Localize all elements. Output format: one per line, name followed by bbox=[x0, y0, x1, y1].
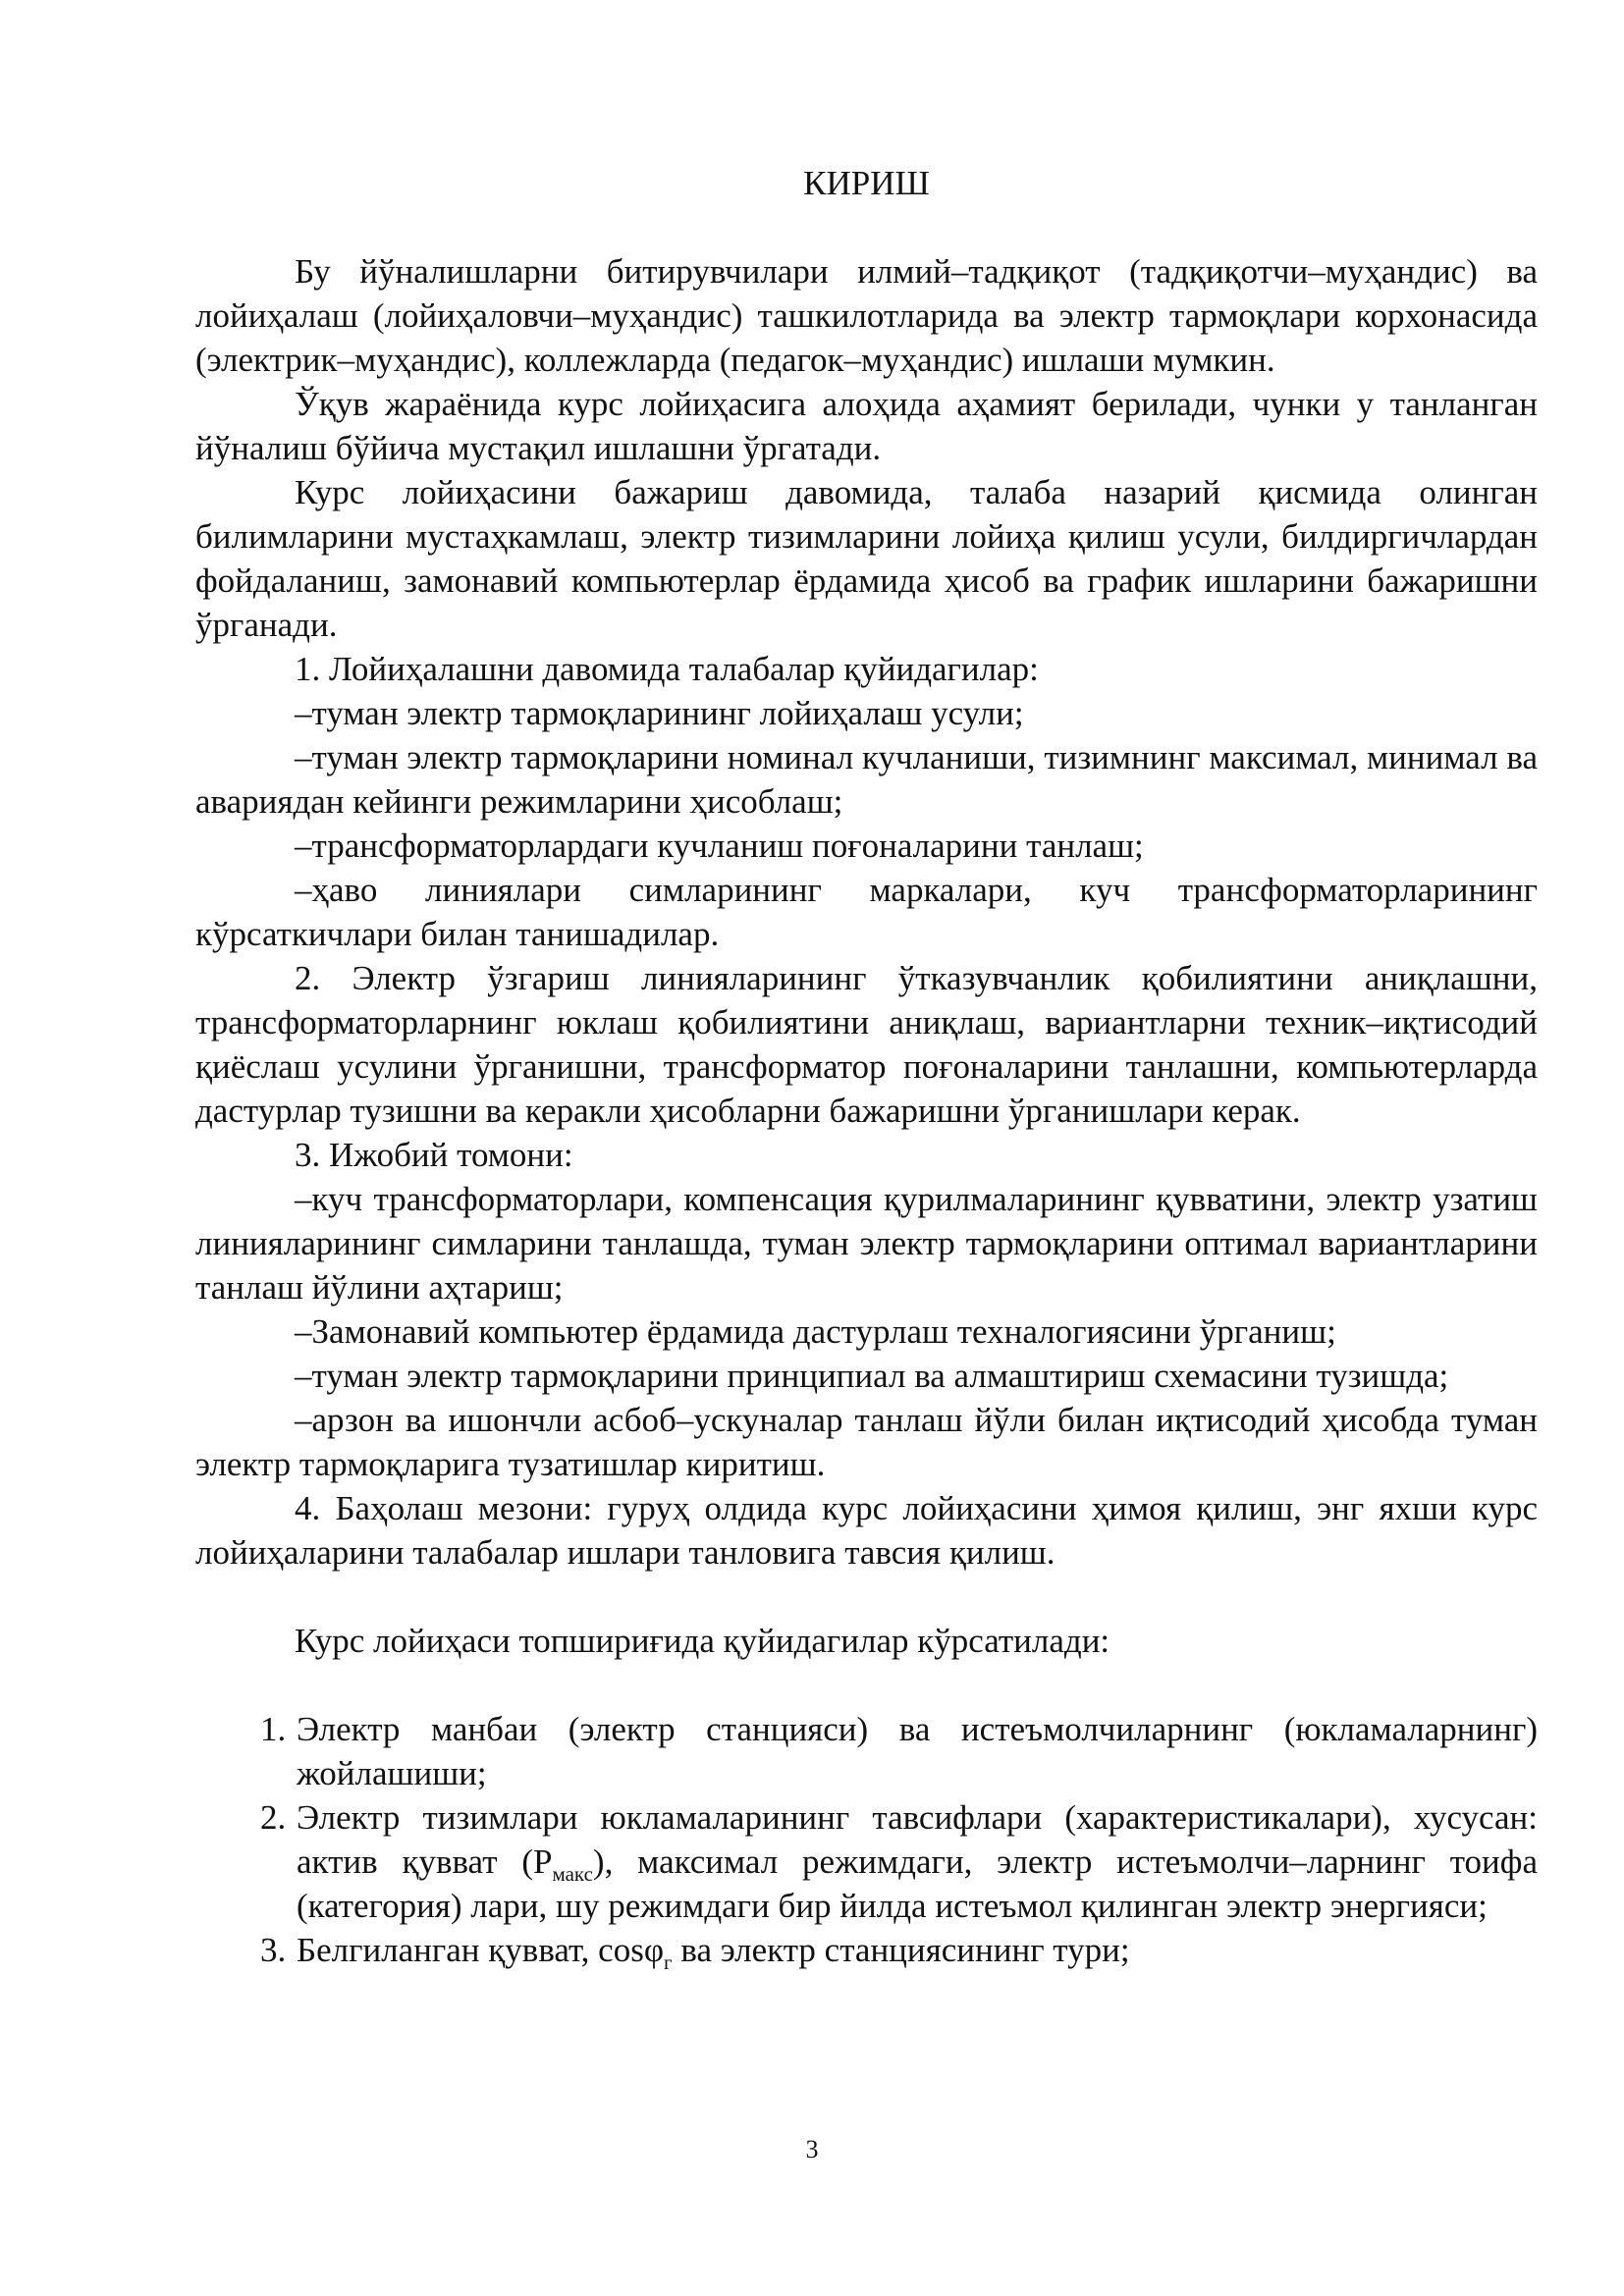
paragraph-point-1-item-a: –туман электр тармоқларининг лойиҳалаш усули; bbox=[295, 694, 1024, 732]
task-2-text-end: ), максимал режимдаги, электр истеъмолчи–ларнинг тоифа (категория) лари, шу режимдаги бир йилда истеъмол қилинган электр энергияси; bbox=[297, 1842, 1538, 1925]
paragraph-point-3-item-a: –куч трансформаторлари, компенсация қурилмаларининг қувватини, электр узатиш линияларининг симларини танлашда, туман электр тармоқларини оптимал вариантларини танлаш йўлини аҳтариш; bbox=[195, 1180, 1538, 1307]
paragraph-point-1-item-c: –трансформаторлардаги кучланиш поғоналарини танлаш; bbox=[295, 827, 1144, 865]
task-2-text-start: Электр тизимлари юкламаларининг тавсифлари (характеристикалари), хусусан: актив қувват (Р bbox=[297, 1798, 1538, 1881]
paragraph-graduates: Бу йўналишларни битирувчилари илмий–тадқиқот (тадқиқотчи–муҳандис) ва лойиҳалаш (лойиҳаловчи–муҳандис) ташкилотларида ва электр тармоқлари корхонасида (электрик–муҳандис), коллежларда (педагок–муҳандис) ишлаши мумкин. bbox=[195, 252, 1538, 379]
task-1-text: Электр манбаи (электр станцияси) ва истеъмолчиларнинг (юкламаларнинг) жойлашиши; bbox=[297, 1710, 1538, 1792]
paragraph-course-project-goals: Курс лойиҳасини бажариш давомида, талаба назарий қисмида олинган билимларини мустаҳкамлаш, электр тизимларини лойиҳа қилиш усули, билдиргичлардан фойдаланиш, замонавий компьютерлар ёрдамида ҳисоб ва график ишларини бажаришни ўрганади. bbox=[195, 473, 1538, 644]
paragraph-point-2: 2. Электр ўзгариш линияларининг ўтказувчанлик қобилиятини аниқлашни, трансформаторларнинг юклаш қобилиятини аниқлаш, вариантларни техник–иқтисодий қиёслаш усулини ўрганишни, трансформатор поғоналарини танлашни, компьютерларда дастурлар тузишни ва керакли ҳисобларни бажаришни ўрганишлари керак. bbox=[195, 959, 1538, 1130]
page-number: 3 bbox=[805, 2135, 819, 2163]
task-3-text-start: Белгиланган қувват, cosφ bbox=[297, 1931, 665, 1969]
page-title: КИРИШ bbox=[803, 164, 930, 202]
list-item bbox=[295, 1707, 1538, 1795]
task-3-text-end: ва электр станциясининг тури; bbox=[672, 1931, 1130, 1969]
task-3-subscript: г bbox=[664, 1950, 673, 1974]
paragraph-point-3-item-b: –Замонавий компьютер ёрдамида дастурлаш техналогиясини ўрганиш; bbox=[295, 1312, 1336, 1351]
paragraph-point-1-item-d: –ҳаво линиялари симларининг маркалари, куч трансформаторларининг кўрсаткичлари билан танишадилар. bbox=[195, 871, 1538, 953]
page-content bbox=[195, 161, 1538, 1972]
paragraph-point-1: 1. Лойиҳалашни давомида талабалар қуйидагилар: bbox=[295, 650, 1039, 688]
task-2-subscript: макс bbox=[552, 1862, 593, 1886]
tasks-intro: Курс лойиҳаси топшириғида қуйидагилар кўрсатилади: bbox=[295, 1622, 1110, 1660]
list-item bbox=[295, 1928, 1538, 1972]
paragraph-course-project-importance: Ўқув жараёнида курс лойиҳасига алоҳида аҳамият берилади, чунки у танланган йўналиш бўйича мустақил ишлашни ўргатади. bbox=[195, 385, 1538, 467]
paragraph-point-3-item-c: –туман электр тармоқларини принципиал ва алмаштириш схемасини тузишда; bbox=[295, 1357, 1449, 1395]
paragraph-point-3: 3. Ижобий томони: bbox=[295, 1136, 573, 1174]
tasks-list bbox=[195, 1707, 1538, 1972]
paragraph-point-4: 4. Баҳолаш мезони: гуруҳ олдида курс лойиҳасини ҳимоя қилиш, энг яхши курс лойиҳаларини талабалар ишлари танловига тавсия қилиш. bbox=[195, 1489, 1538, 1572]
paragraph-point-1-item-b: –туман электр тармоқларини номинал кучланиши, тизимнинг максимал, минимал ва авариядан кейинги режимларини ҳисоблаш; bbox=[195, 738, 1538, 821]
list-item bbox=[295, 1795, 1538, 1928]
paragraph-point-3-item-d: –арзон ва ишончли асбоб–ускуналар танлаш йўли билан иқтисодий ҳисобда туман электр тармоқларига тузатишлар киритиш. bbox=[195, 1401, 1538, 1483]
